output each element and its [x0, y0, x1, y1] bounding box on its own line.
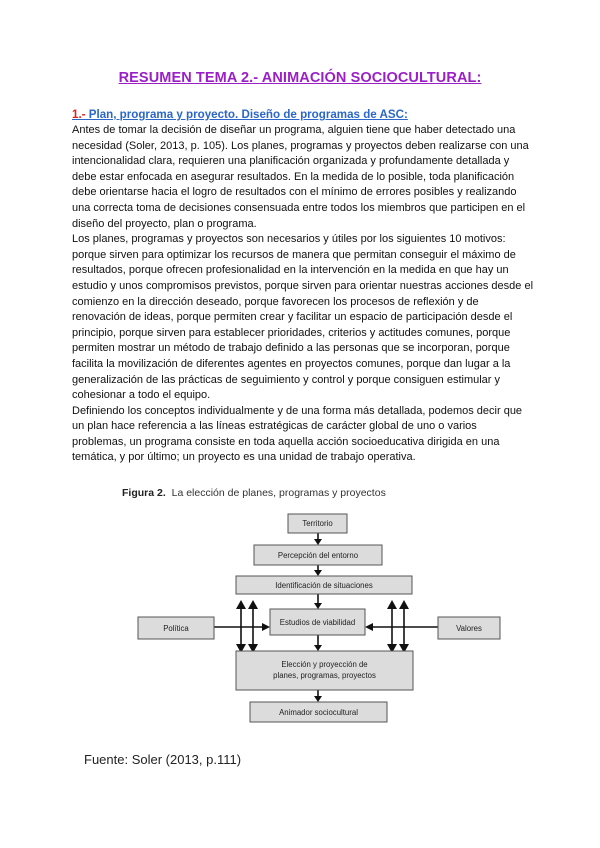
paragraph-1: Antes de tomar la decisión de diseñar un programa, alguien tiene que haber detectado una necesidad (Soler, 2013, p. 105). Los planes, programas y proyectos deben realizarse con una intencionalidad clara, requieren una planificación organizada y profundamente detallada y debe estar enfocada en asegurar resultados. En la medida de lo posible, toda planificación debe orientarse hacia el logro de resultados con el mínimo de errores posibles y realizando una correcta toma de decisiones consensuada entre todos los miembros que participen en el diseño del proyecto, plan o programa. — [72, 124, 529, 230]
box-estudios-label: Estudios de viabilidad — [279, 618, 356, 627]
box-identificacion-label: Identificación de situaciones — [275, 581, 373, 590]
paragraph-2: Los planes, programas y proyectos son necesarios y útiles por los siguientes 10 motivos: porque sirven para optimizar los recursos de manera que permitan conseguir el máximo de resultados, porque ofrecen profesionalidad en la intervención en la medida en que hay un estudio y unos compromisos previstos, porque sirven para orientar nuestras acciones desde el comienzo en la dirección deseado, porque favorecen los procesos de reflexión y de renovación de ideas, porque permiten crear y facilitar un espacio de participación desde el principio, porque sirven para establecer prioridades, criterios y actitudes comunes, porque permiten mostrar un método de trabajo definido a las personas que se incorporan, porque facilita la movilización de diferentes agentes en proyectos comunes, porque dan lugar a la generalización de las prácticas de seguimiento y control y porque consiguen estimular y cohesionar a todo el equipo. — [72, 233, 534, 402]
figure-label: Figura 2. — [122, 487, 166, 499]
box-territorio-label: Territorio — [302, 519, 333, 528]
section-heading-text: Plan, programa y proyecto. Diseño de programas de ASC: — [85, 108, 408, 121]
box-politica-label: Política — [163, 624, 189, 633]
box-estudios — [270, 609, 365, 635]
document-title: RESUMEN TEMA 2.- ANIMACIÓN SOCIOCULTURAL: — [118, 70, 482, 86]
box-identificacion — [236, 576, 412, 594]
box-animador — [250, 702, 387, 722]
paragraph-3: Definiendo los conceptos individualmente y de una forma más detallada, podemos decir que un plan hace referencia a las líneas estratégicas de carácter global de uno o varios problemas, un programa consiste en toda aquella acción socioeducativa dirigida en una temática, y por último; un proyecto es una unidad de trabajo operativa. — [72, 404, 523, 464]
figure-source: Fuente: Soler (2013, p.111) — [84, 752, 242, 767]
arrow-politica-to-estudios — [214, 623, 270, 631]
down-arrow-territorio-percepcion — [314, 533, 322, 545]
box-territorio — [288, 514, 347, 533]
box-eleccion — [236, 651, 413, 690]
box-eleccion-label-line1: Elección y proyección de — [281, 660, 368, 669]
box-percepcion-label: Percepción del entorno — [277, 551, 359, 560]
box-valores — [438, 617, 500, 639]
down-arrow-percepcion-identificacion — [314, 565, 322, 576]
box-animador-label: Animador sociocultural — [279, 708, 358, 717]
box-valores-label: Valores — [456, 624, 482, 633]
down-arrow-estudios-eleccion — [314, 635, 322, 651]
figure-caption-text: La elección de planes, programas y proyectos — [171, 487, 386, 499]
box-eleccion-label-line2: planes, programas, proyectos — [273, 671, 376, 680]
section-number: 1.- — [72, 108, 86, 121]
box-percepcion — [254, 545, 382, 565]
down-arrow-identificacion-estudios — [314, 594, 322, 609]
down-arrow-eleccion-animador — [314, 690, 322, 702]
box-politica — [138, 617, 214, 639]
arrow-valores-to-estudios — [365, 623, 438, 631]
